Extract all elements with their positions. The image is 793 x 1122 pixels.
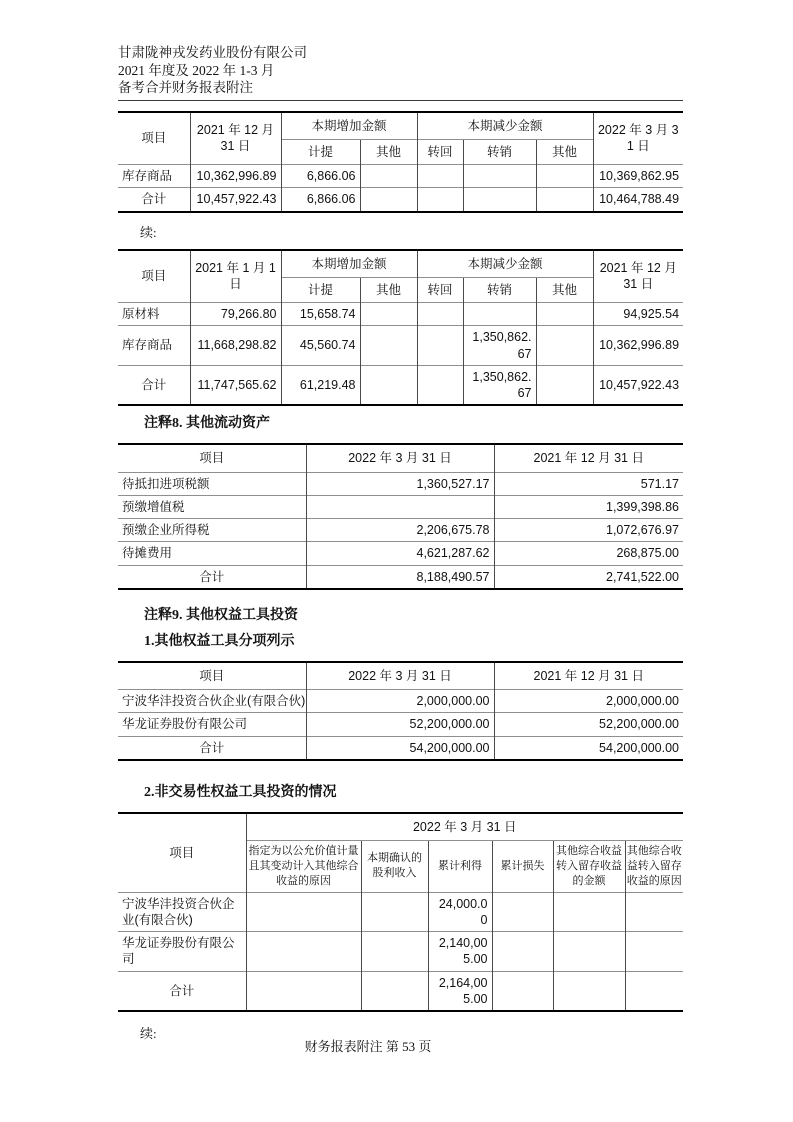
cell-value xyxy=(360,303,417,326)
col-header-decrease: 本期减少金额 xyxy=(417,250,593,278)
cell-value: 79,266.80 xyxy=(190,303,281,326)
note9-sub1-title: 1.其他权益工具分项列示 xyxy=(144,633,295,649)
col-header-begin-date: 2021 年 12 月 31 日 xyxy=(190,112,281,165)
inventory-provision-table-current xyxy=(118,111,683,213)
cell-value: 2,164,005.00 xyxy=(428,971,492,1011)
col-header-date1: 2022 年 3 月 31 日 xyxy=(306,662,494,690)
page-footer: 财务报表附注 第 53 页 xyxy=(304,1039,432,1054)
cell-value: 10,369,862.95 xyxy=(593,165,683,188)
cell-value xyxy=(417,165,463,188)
cell-value: 571.17 xyxy=(494,472,683,495)
cell-value xyxy=(553,892,625,932)
cell-value xyxy=(417,326,463,366)
col-header-end-date: 2021 年 12 月 31 日 xyxy=(593,250,683,303)
document-header xyxy=(118,44,683,101)
cell-value: 1,360,527.17 xyxy=(306,472,494,495)
other-current-assets-table xyxy=(118,443,683,590)
cell-value xyxy=(360,365,417,405)
cell-value xyxy=(553,932,625,972)
total-row xyxy=(118,188,683,212)
note9-sub2-title: 2.非交易性权益工具投资的情况 xyxy=(144,784,337,800)
cell-item: 待抵扣进项税额 xyxy=(118,472,306,495)
note9-title: 注释9. 其他权益工具投资 xyxy=(144,607,298,623)
cell-item: 华龙证券股份有限公司 xyxy=(118,932,246,972)
col-header-reversal: 转回 xyxy=(417,277,463,302)
cell-value xyxy=(246,971,361,1011)
total-row xyxy=(118,971,683,1011)
cell-value: 1,350,862.67 xyxy=(463,326,536,366)
cell-item: 合计 xyxy=(118,365,190,405)
cell-item: 预缴企业所得税 xyxy=(118,519,306,542)
cell-item: 待摊费用 xyxy=(118,542,306,565)
cell-value: 2,206,675.78 xyxy=(306,519,494,542)
cell-value xyxy=(417,303,463,326)
cell-value: 10,457,922.43 xyxy=(593,365,683,405)
cell-value xyxy=(417,365,463,405)
cell-value xyxy=(246,932,361,972)
note8-title: 注释8. 其他流动资产 xyxy=(144,416,270,432)
cell-value: 10,362,996.89 xyxy=(190,165,281,188)
col-header-item: 项目 xyxy=(141,269,167,284)
table-row xyxy=(118,326,683,366)
cell-value: 6,866.06 xyxy=(281,165,360,188)
cell-value xyxy=(463,165,536,188)
cell-value: 1,399,398.86 xyxy=(494,495,683,518)
cell-value: 1,072,676.97 xyxy=(494,519,683,542)
col-header-cumulative-loss: 累计损失 xyxy=(492,841,553,893)
header-row-1 xyxy=(118,112,683,140)
total-row xyxy=(118,365,683,405)
cell-value: 10,362,996.89 xyxy=(593,326,683,366)
cell-value: 15,658.74 xyxy=(281,303,360,326)
cell-value: 2,741,522.00 xyxy=(494,565,683,589)
cell-item: 华龙证券股份有限公司 xyxy=(118,713,306,736)
header-row xyxy=(118,444,683,472)
cell-value xyxy=(306,495,494,518)
cell-value xyxy=(536,303,593,326)
cell-value: 10,457,922.43 xyxy=(190,188,281,212)
continued-label: 续: xyxy=(140,1026,157,1042)
col-header-designation-reason: 指定为以公允价值计量且其变动计入其他综合收益的原因 xyxy=(246,841,361,893)
company-name: 甘肃陇神戎发药业股份有限公司 xyxy=(118,45,307,60)
cell-value xyxy=(536,188,593,212)
cell-value: 10,464,788.49 xyxy=(593,188,683,212)
cell-item: 库存商品 xyxy=(118,326,190,366)
continued-label: 续: xyxy=(140,224,157,240)
col-header-end-date: 2022 年 3 月 31 日 xyxy=(593,112,683,165)
total-row xyxy=(118,565,683,589)
cell-value xyxy=(360,326,417,366)
cell-value xyxy=(361,971,428,1011)
cell-value: 54,200,000.00 xyxy=(494,736,683,760)
cell-value xyxy=(553,971,625,1011)
cell-value: 52,200,000.00 xyxy=(494,713,683,736)
col-header-other-inc: 其他 xyxy=(360,277,417,302)
table-row xyxy=(118,713,683,736)
col-header-accrual: 计提 xyxy=(281,277,360,302)
non-trading-equity-table xyxy=(118,812,683,1012)
cell-value xyxy=(246,892,361,932)
table-row xyxy=(118,519,683,542)
col-header-date2: 2021 年 12 月 31 日 xyxy=(494,444,683,472)
table-row xyxy=(118,303,683,326)
cell-value xyxy=(536,326,593,366)
cell-value xyxy=(625,932,683,972)
report-title: 备考合并财务报表附注 xyxy=(118,80,253,95)
cell-value: 2,140,005.00 xyxy=(428,932,492,972)
col-header-writeoff: 转销 xyxy=(463,277,536,302)
cell-value: 94,925.54 xyxy=(593,303,683,326)
cell-value: 4,621,287.62 xyxy=(306,542,494,565)
cell-value: 24,000.00 xyxy=(428,892,492,932)
header-row-1 xyxy=(118,813,683,841)
cell-value xyxy=(492,892,553,932)
cell-value: 52,200,000.00 xyxy=(306,713,494,736)
cell-item: 合计 xyxy=(118,736,306,760)
cell-value xyxy=(417,188,463,212)
cell-item: 原材料 xyxy=(118,303,190,326)
cell-value xyxy=(625,892,683,932)
cell-value: 2,000,000.00 xyxy=(494,690,683,713)
col-header-dividend-income: 本期确认的股利收入 xyxy=(361,841,428,893)
col-header-item: 项目 xyxy=(141,131,167,146)
col-header-cumulative-gain: 累计利得 xyxy=(428,841,492,893)
cell-item: 合计 xyxy=(118,971,246,1011)
col-header-accrual: 计提 xyxy=(281,139,360,164)
cell-item: 合计 xyxy=(118,188,190,212)
cell-item: 宁波华沣投资合伙企业(有限合伙) xyxy=(118,892,246,932)
table-row xyxy=(118,542,683,565)
col-header-begin-date: 2021 年 1 月 1 日 xyxy=(190,250,281,303)
header-row xyxy=(118,662,683,690)
cell-value: 1,350,862.67 xyxy=(463,365,536,405)
table-row xyxy=(118,495,683,518)
col-header-oci-transfer-reason: 其他综合收益转入留存收益的原因 xyxy=(625,841,683,893)
col-header-decrease: 本期减少金额 xyxy=(417,112,593,140)
col-header-writeoff: 转销 xyxy=(463,139,536,164)
cell-value: 6,866.06 xyxy=(281,188,360,212)
cell-value xyxy=(625,971,683,1011)
inventory-provision-table-prior xyxy=(118,249,683,407)
col-header-date: 2022 年 3 月 31 日 xyxy=(246,813,683,841)
table-row xyxy=(118,892,683,932)
total-row xyxy=(118,736,683,760)
table-row xyxy=(118,932,683,972)
cell-value xyxy=(536,365,593,405)
cell-value: 2,000,000.00 xyxy=(306,690,494,713)
other-equity-instruments-table xyxy=(118,661,683,761)
cell-value: 54,200,000.00 xyxy=(306,736,494,760)
cell-item: 宁波华沣投资合伙企业(有限合伙) xyxy=(118,690,306,713)
col-header-item: 项目 xyxy=(199,668,225,683)
col-header-increase: 本期增加金额 xyxy=(281,250,417,278)
cell-value xyxy=(361,932,428,972)
cell-value: 11,747,565.62 xyxy=(190,365,281,405)
cell-item: 合计 xyxy=(118,565,306,589)
cell-value xyxy=(536,165,593,188)
col-header-oci-transfer-amount: 其他综合收益转入留存收益的金额 xyxy=(553,841,625,893)
col-header-item: 项目 xyxy=(169,845,195,860)
cell-value: 45,560.74 xyxy=(281,326,360,366)
col-header-other-dec: 其他 xyxy=(536,139,593,164)
table-row xyxy=(118,472,683,495)
col-header-reversal: 转回 xyxy=(417,139,463,164)
report-period: 2021 年度及 2022 年 1-3 月 xyxy=(118,62,275,78)
cell-item: 预缴增值税 xyxy=(118,495,306,518)
table-row xyxy=(118,165,683,188)
table-row xyxy=(118,690,683,713)
cell-value: 11,668,298.82 xyxy=(190,326,281,366)
cell-value xyxy=(463,303,536,326)
cell-value xyxy=(492,971,553,1011)
cell-value xyxy=(360,165,417,188)
col-header-increase: 本期增加金额 xyxy=(281,112,417,140)
cell-value: 8,188,490.57 xyxy=(306,565,494,589)
cell-value xyxy=(463,188,536,212)
cell-item: 库存商品 xyxy=(118,165,190,188)
col-header-item: 项目 xyxy=(199,451,225,466)
col-header-date2: 2021 年 12 月 31 日 xyxy=(494,662,683,690)
col-header-other-dec: 其他 xyxy=(536,277,593,302)
cell-value: 268,875.00 xyxy=(494,542,683,565)
col-header-other-inc: 其他 xyxy=(360,139,417,164)
cell-value: 61,219.48 xyxy=(281,365,360,405)
cell-value xyxy=(361,892,428,932)
document-content xyxy=(118,0,683,1040)
col-header-date1: 2022 年 3 月 31 日 xyxy=(306,444,494,472)
header-row-1 xyxy=(118,250,683,278)
cell-value xyxy=(360,188,417,212)
cell-value xyxy=(492,932,553,972)
